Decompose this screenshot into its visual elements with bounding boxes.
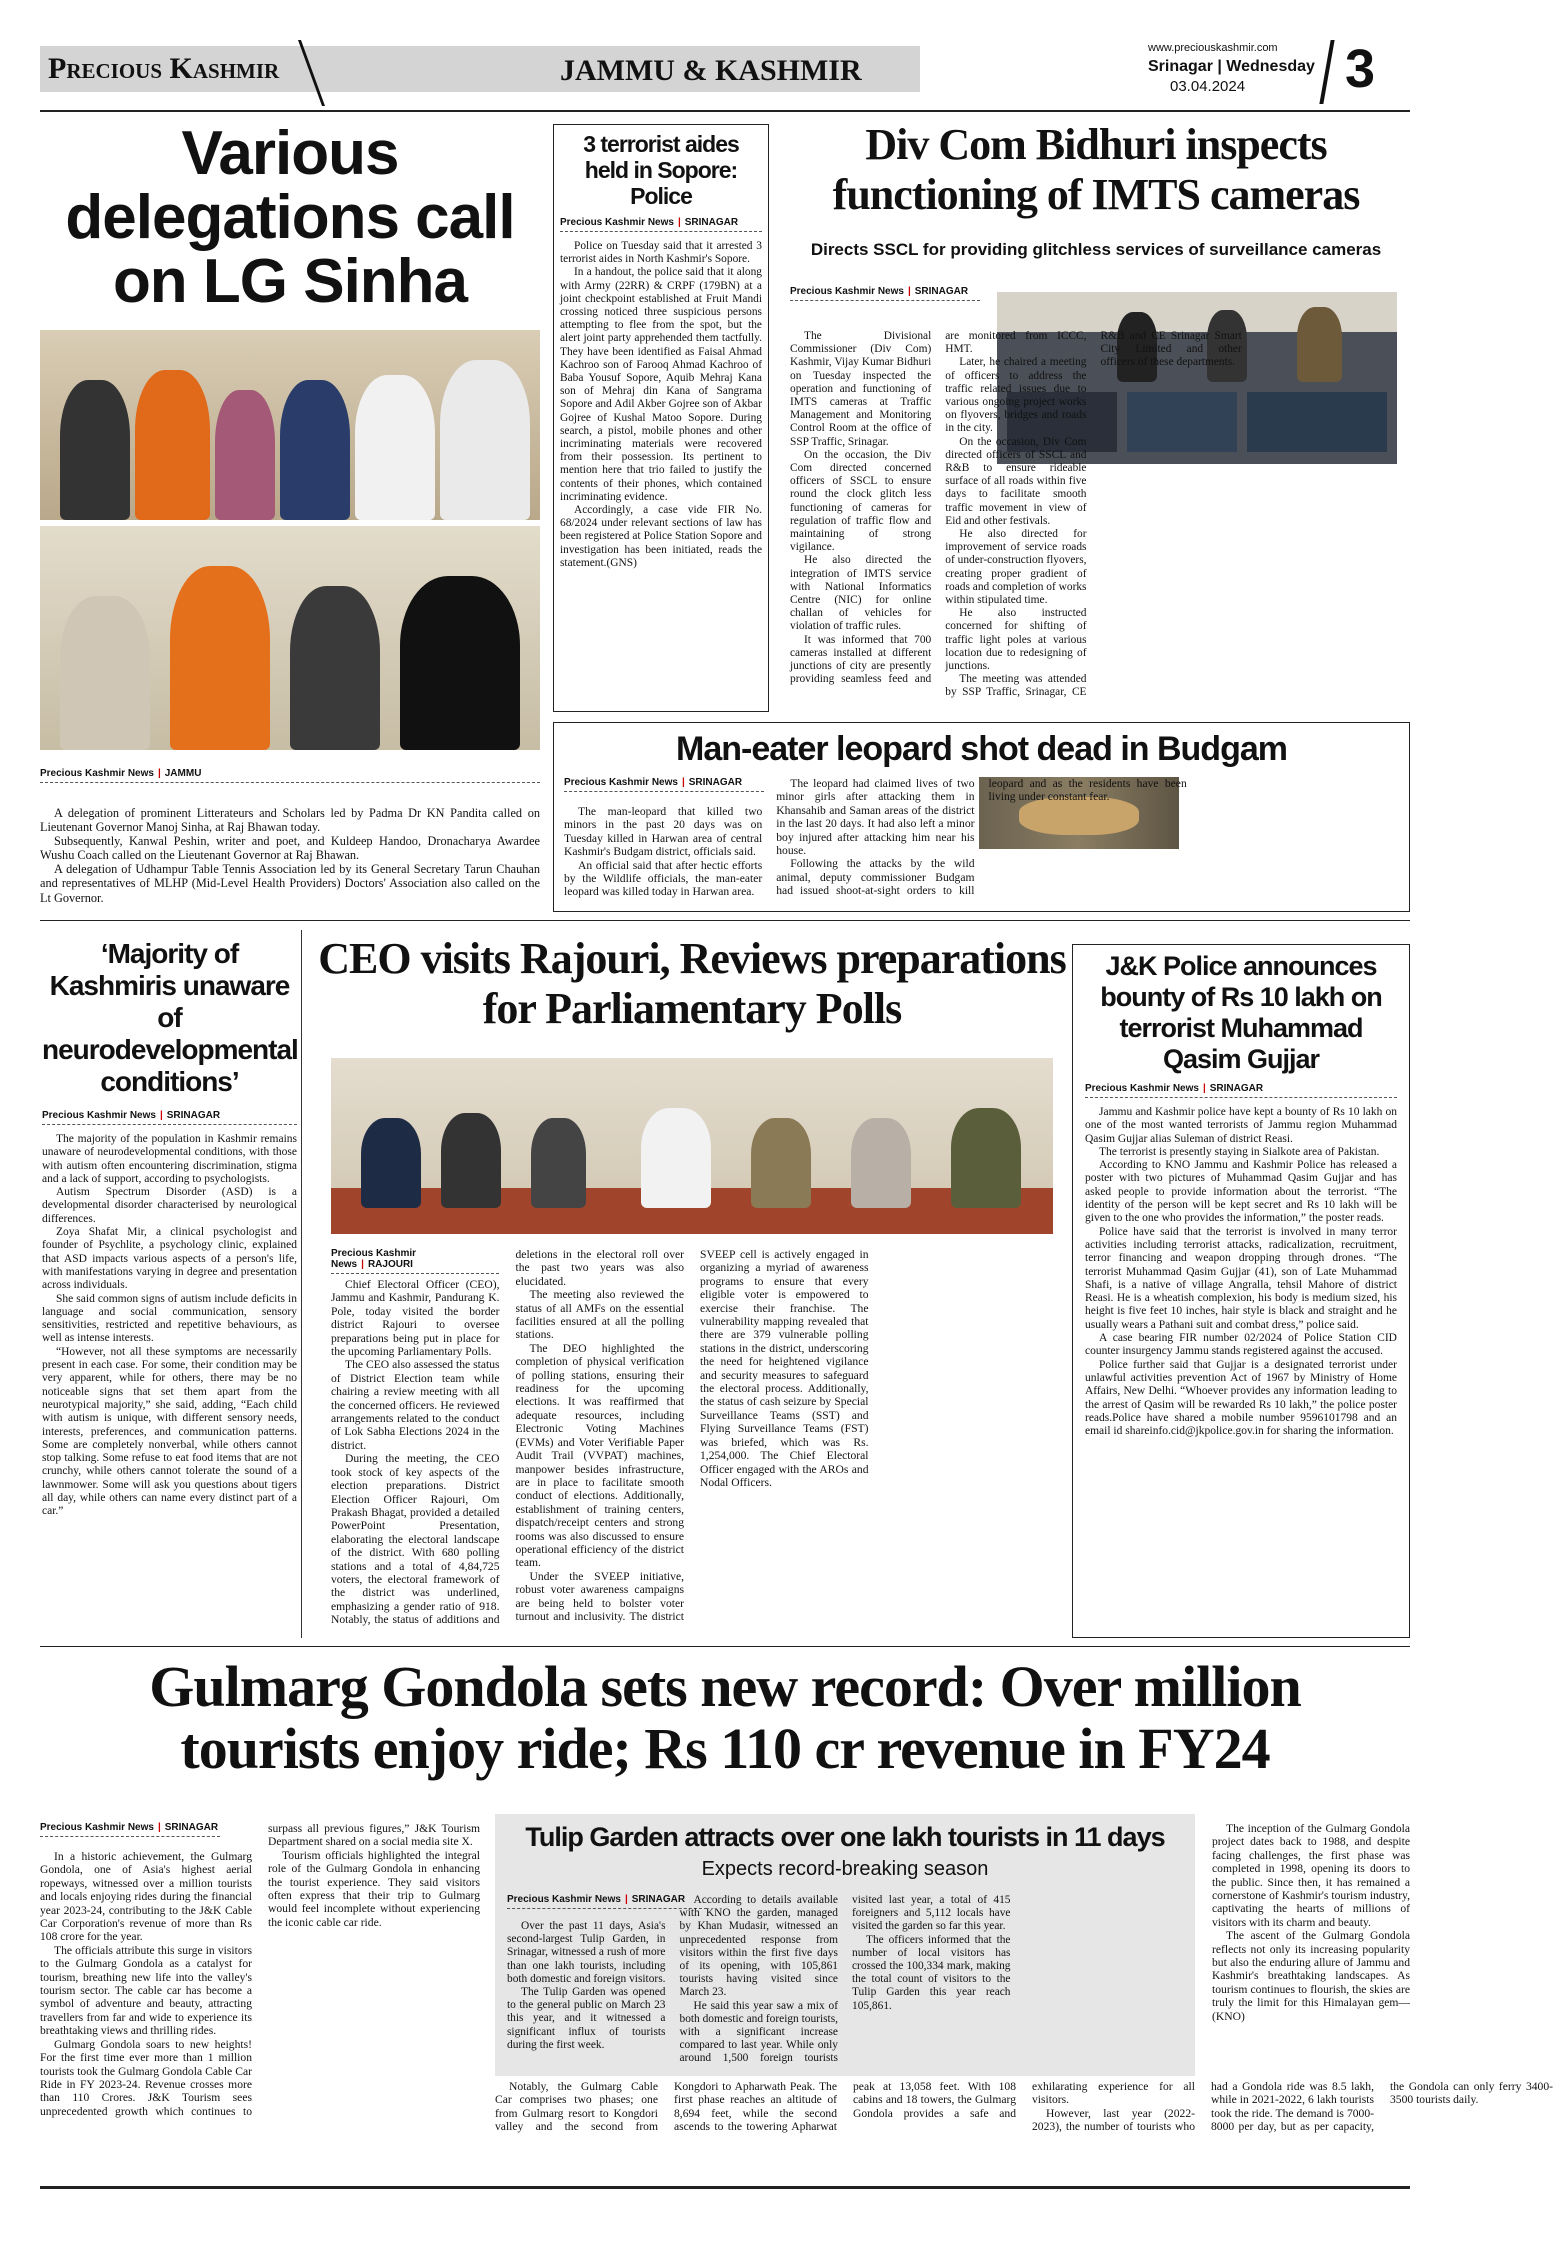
autism-paragraph: She said common signs of autism include deficits in language and social communication, sensory sensitivities, restricted and repetitive behaviours, as well as intense interests. <box>42 1292 297 1345</box>
tulip-paragraph: The Tulip Garden was opened to the general public on March 23 this year, and it witnessed a significant influx of tourists during the first week. <box>507 1986 666 2051</box>
gulmarg-paragraph: Gulmarg Gondola soars to new heights! For the first time ever more than 1 million tourists took the Gulmarg Gondola Cable Car Ride in FY 2023-24. Revenue crosses more than 110 Crores. J&K Tourism sees unprecedented growth which continues to surpass all previous figures,” J&K Tourism Department shared on a social media site X. <box>40 1822 480 2118</box>
sopore-paragraph: In a handout, the police said that it along with Army (22RR) & CRPF (179BN) at a joint checkpoint established at Fruit Mandi crossing noticed three suspicious persons attempting to flee from the spot, but the alert joint party apprehended them tactfully. They have been identified as Faisal Ahmad Kachroo son of Farooq Ahmad Kachroo of Baba Yousuf Sopore, Aquib Mehraj Kana son of Mehraj din Kana of Sangrama Sopore and Adil Akber Gojree son of Akbar Gojree of Kushal Matoo Sopore. During search, a pistol, mobile phones and other incriminating materials were recovered from their possession. Its pertinent to mention here that trio failed to justify the contents of their phones, which contained incriminating evidence. <box>560 266 762 503</box>
divcom-headline: Div Com Bidhuri inspects functioning of IMTS cameras <box>832 120 1360 219</box>
masthead-dateline: Srinagar | Wednesday <box>1148 58 1315 75</box>
divcom-subhead: Directs SSCL for providing glitchless services of surveillance cameras <box>810 240 1382 259</box>
ceo-photo-person <box>361 1118 421 1208</box>
divcom-byline-source: Precious Kashmir News <box>790 286 904 297</box>
mid-rule <box>40 920 1410 921</box>
gulmarg-paragraph: However, last year (2022-2023), the number of tourists who had a Gondola ride was 8.5 lakh, while in 2021-2022, 6 lakh tourists took the ride. The demand is 7000-8000 per day, but as per capacity, the Gondola can only ferry 3400-3500 tourists daily. <box>1032 2080 1553 2134</box>
autism-paragraph: Autism Spectrum Disorder (ASD) is a developmental disorder characterised by neurological differences. <box>42 1186 297 1225</box>
ceo-photo-person <box>851 1118 911 1208</box>
autism-paragraph: Zoya Shafat Mir, a clinical psychologist and founder of Psychlite, a psychology clinic, explained that ASD impacts various aspects of a person's life, with manifestations varying in degree and presentation across individuals. <box>42 1226 297 1292</box>
lg-headline: Various delegations call on LG Sinha <box>65 119 515 316</box>
autism-story: ‘Majority of Kashmiris unaware of neurodevelopmental conditions’ Precious Kashmir News | SRINAGAR The majority of the population in Kashmir remains unaware of neurodevelopmental conditions, with those with autism often encountering discrimination, stigma and a lack of support, according to psychologists. Autism Spectrum Disorder (ASD) is a developmental disorder characterised by neurological differences. Zoya Shafat Mir, a clinical psychologist and founder of Psychlite, a psychology clinic, explained that ASD impacts various aspects of a person's life, with manifestations varying in degree and presentation across individuals. She said common signs of autism include deficits in language and social communication, sensory sensitivities, restricted and repetitive behaviours, as well as intense interests. “However, not all these symptoms are necessarily present in each case. For some, their condition may be very apparent, while for others, there may be no noticeable signs that set them apart from the neurotypical majority,” she said, adding, “Each child with autism is unique, with different sensory needs, interests, preferences, and communication patterns. Some are completely nonverbal, while others cannot stop talking. Some refuse to eat food items that are not crunchy, while others cannot tolerate the sound of a lawnmower. Some will ask you questions about tigers all day, while others can name every distinct part of a car.” <box>38 930 302 1638</box>
gulmarg-body-bottom <box>495 2080 1553 2142</box>
lg-byline: Precious Kashmir News | JAMMU <box>40 768 540 791</box>
tulip-headline: Tulip Garden attracts over one lakh tourists in 11 days <box>525 1822 1165 1852</box>
lg-photo-1-person <box>135 370 210 520</box>
divcom-body <box>790 330 1397 708</box>
gulmarg-paragraph: Notably, the Gulmarg Cable Car comprises two phases; one from Gulmarg resort to Kongdori valley and the second from Kongdori to Apharwath Peak. The first phase reaches an altitude of 8,694 feet, while the second ascends to the towering Apharwat peak at 13,058 feet. With 108 cabins and 18 towers, the Gulmarg Gondola provides a safe and exhilarating experience for all visitors. <box>495 2080 1195 2134</box>
sopore-story: 3 terrorist aides held in Sopore: Police Precious Kashmir News | SRINAGAR Police on Tuesday said that it arrested 3 terrorist aides in North Kashmir's Sopore. In a handout, the police said that it along with Army (22RR) & CRPF (179BN) at a joint checkpoint established at Fruit Mandi crossing noticed three suspicious persons attempting to flee from the spot, but the alert joint party apprehended them tactfully. They have been identified as Faisal Ahmad Kachroo son of Farooq Ahmad Kachroo of Baba Yousuf Sopore, Aquib Mehraj Kana son of Mehraj din Kana of Sangrama Sopore and Adil Akber Gojree son of Akbar Gojree of Kushal Matoo Sopore. During search, a pistol, mobile phones and other incriminating materials were recovered from their possession. Its pertinent to mention here that trio failed to justify the contents of their phones, which contained incriminating evidence. Accordingly, a case vide FIR No. 68/2024 under relevant sections of law has been registered at Police Station Sopore and investigation has been initiated, reads the statement.(GNS) <box>553 124 769 712</box>
lg-photo-1 <box>40 330 540 520</box>
ceo-paragraph: Chief Electoral Officer (CEO), Jammu and Kashmir, Pandurang K. Pole, today visited the border district Rajouri to oversee preparations being put in place for the upcoming Parliamentary Polls. <box>331 1278 500 1359</box>
sopore-paragraph: Police on Tuesday said that it arrested 3 terrorist aides in North Kashmir's Sopore. <box>560 240 762 266</box>
divcom-paragraph: On the occasion, Div Com directed officers of SSCL and R&B to ensure rideable surface of all roads within five days to facilitate smooth traffic movement in view of Eid and other festivals. <box>945 435 1087 527</box>
sopore-headline: 3 terrorist aides held in Sopore: Police <box>583 131 739 209</box>
tulip-paragraph: He said this year saw a mix of both domestic and foreign tourists, with a significant increase compared to last year. While only around 1,500 foreign tourists visited last year, a total of 415 foreigners and 5,112 locals have visited the garden so far this year. <box>679 1894 1011 2065</box>
gulmarg-byline: Precious Kashmir News | SRINAGAR <box>40 1822 220 1845</box>
tulip-subhead: Expects record-breaking season <box>701 1858 989 1880</box>
lg-paragraph: Subsequently, Kanwal Peshin, writer and poet, and Kuldeep Handoo, Dronacharya Awardee Wushu Coach called on the Lieutenant Governor at Raj Bhawan. <box>40 834 540 863</box>
autism-headline: ‘Majority of Kashmiris unaware of neurodevelopmental conditions’ <box>42 938 298 1097</box>
divcom-paragraph: The Divisional Commissioner (Div Com) Kashmir, Vijay Kumar Bidhuri on Tuesday inspected the operation and functioning of IMTS cameras at Traffic Management and Monitoring Control Room at the office of SSP Traffic, Srinagar. <box>790 330 932 448</box>
divcom-paragraph: He also directed the integration of IMTS service with National Informatics Centre (NIC) for online challan of vehicles for violation of traffic rules. <box>790 554 932 633</box>
ceo-byline-spacer <box>331 1248 500 1278</box>
leopard-byline-place: SRINAGAR <box>688 777 743 788</box>
gulmarg-paragraph: The inception of the Gulmarg Gondola project dates back to 1988, and despite facing challenges, the first phase was completed in 1998, opening its doors to the public. Since then, it has remained a cornerstone of Kashmir's tourism industry, captivating the hearts of millions of visitors with its charm and beauty. <box>1212 1822 1410 1929</box>
divcom-paragraph: On the occasion, the Div Com directed concerned officers of SSCL to ensure round the clock glitch less functioning of cameras for regulation of traffic flow and maintaining of strong vigilance. <box>790 448 932 554</box>
sopore-paragraph: Accordingly, a case vide FIR No. 68/2024 under relevant sections of law has been registered at Police Station Sopore and investigation has been initiated, reads the statement.(GNS) <box>560 504 762 569</box>
bounty-paragraph: According to KNO Jammu and Kashmir Police has released a poster with two pictures of Muhammad Qasim Gujjar and has asked people to provide information about the terrorist. “The identity of the person will be kept secret and Rs 10 lakh will be given to the one who provides the information,” the poster reads. <box>1085 1159 1397 1225</box>
lg-byline-source: Precious Kashmir News <box>40 768 154 779</box>
divcom-paragraph: It was informed that 700 cameras installed at different junctions of city are presently providing seamless feed and are monitored from ICCC, HMT. <box>790 330 1087 686</box>
autism-byline-source: Precious Kashmir News <box>42 1110 156 1121</box>
leopard-story <box>553 722 1410 912</box>
ceo-paragraph: The meeting also reviewed the status of all AMFs on the essential facilities ensured at all the polling stations. <box>515 1288 684 1342</box>
ceo-byline-place: RAJOURI <box>367 1259 413 1270</box>
leopard-paragraph: The leopard had claimed lives of two minor girls after attacking them in Khansahib and Saman areas of the district in the last 20 days. It had also left a minor boy injured after attacking him near his house. <box>776 777 975 858</box>
ceo-byline-source: Precious Kashmir News <box>331 1248 417 1270</box>
gulmarg-body-left <box>40 1822 480 2142</box>
bounty-byline-source: Precious Kashmir News <box>1085 1083 1199 1094</box>
lg-byline-place: JAMMU <box>164 768 202 779</box>
gulmarg-byline-place: SRINAGAR <box>164 1822 219 1833</box>
ceo-photo-person <box>641 1108 711 1208</box>
ceo-headline: CEO visits Rajouri, Reviews preparations for Parliamentary Polls <box>318 934 1066 1033</box>
footer-rule <box>40 2186 1410 2189</box>
divcom-story <box>782 118 1410 716</box>
divcom-byline-place: SRINAGAR <box>914 286 969 297</box>
tulip-paragraph: According to details available with KNO the garden, managed by Khan Mudasir, witnessed an unprecedented response from visitors within the first five days of its opening, with 105,861 tourists having visited since March 23. <box>679 1894 838 1999</box>
divcom-paragraph: The meeting was attended by SSP Traffic, Srinagar, CE R&B and CE Srinagar Smart City Limited and other officers of these departments. <box>945 330 1242 699</box>
gulmarg-byline-source: Precious Kashmir News <box>40 1822 154 1833</box>
tulip-body <box>507 1894 1183 2072</box>
page-number: 3 <box>1345 39 1376 99</box>
gulmarg-paragraph: Tourism officials highlighted the integral role of the Gulmarg Gondola in enhancing the tourist experience. They said visitors often express that their trip to Gulmarg would feel incomplete without experiencing the iconic cable car ride. <box>268 1848 480 1929</box>
autism-paragraph: The majority of the population in Kashmir remains unaware of neurodevelopmental conditions, with those with autism often encountering discrimination, stigma and a lack of support, according to psychologists. <box>42 1133 297 1185</box>
ceo-story <box>316 930 1068 1638</box>
leopard-body <box>564 777 1399 907</box>
leopard-headline: Man-eater leopard shot dead in Budgam <box>676 730 1287 768</box>
lg-body <box>40 806 540 905</box>
lg-photo-2-person <box>60 596 150 750</box>
ceo-photo <box>331 1058 1053 1234</box>
divcom-paragraph: He also instructed concerned for shifting of traffic light poles at various location due to redesigning of junctions. <box>945 607 1087 673</box>
tulip-story <box>495 1814 1195 2076</box>
bounty-paragraph: Police further said that Gujjar is a designated terrorist under unlawful activities prevention Act of 1967 by Ministry of Home Affairs, New Delhi. “Whoever provides any information leading to the arrest of Qasim will be rewarded Rs 10 lakh,” the police poster reads.Police have shared a mobile number 9596101798 and an email id shareinfo.cid@jkpolice.gov.in for sharing the information. <box>1085 1358 1397 1438</box>
ceo-byline: Precious Kashmir News | RAJOURI <box>331 1248 499 1282</box>
autism-paragraph: “However, not all these symptoms are necessarily present in each case. For some, their condition may be very apparent, while for others, there may be no noticeable signs that set them apart from the neurotypical majority,” she said, adding, “Each child with autism is unique, with different sensory needs, interests, preferences, and communication patterns. Some are completely nonverbal, while others cannot stop talking. Some refuse to eat food items that are not crunchy, while others cannot tolerate the sound of a lawnmower. Some will ask you questions about tigers all day, while others can name every distinct part of a car.” <box>42 1345 297 1518</box>
gulmarg-paragraph: The officials attribute this surge in visitors to the Gulmarg Gondola as a catalyst for tourism, breathing new life into the valley's tourism sector. The cable car has become a symbol of adventure and beauty, attracting travellers from far and wide to experience its breathtaking views and thrilling rides. <box>40 1943 252 2038</box>
masthead-date: 03.04.2024 <box>1170 78 1246 95</box>
bounty-byline-place: SRINAGAR <box>1209 1083 1264 1094</box>
leopard-byline: Precious Kashmir News | SRINAGAR <box>564 777 764 800</box>
ceo-photo-person <box>751 1118 811 1208</box>
leopard-paragraph: Following the attacks by the wild animal, deputy commissioner Budgam had issued shoot-at-sight orders to kill leopard and as the residents have been living under constant fear. <box>776 777 1187 898</box>
tulip-byline-place: SRINAGAR <box>631 1894 686 1905</box>
leopard-paragraph: The man-leopard that killed two minors in the past 20 days was on Tuesday killed in Harwan area of central Kashmir's Budgam district, officials said. <box>564 805 763 859</box>
ceo-photo-person <box>951 1108 1021 1208</box>
bounty-paragraph: A case bearing FIR number 02/2024 of Police Station CID counter insurgency Jammu stands registered against the accused. <box>1085 1332 1397 1358</box>
gulmarg-body-right <box>1212 1822 1410 2142</box>
tulip-byline-source: Precious Kashmir News <box>507 1894 621 1905</box>
sopore-byline-place: SRINAGAR <box>684 217 739 228</box>
ceo-photo-person <box>531 1118 586 1208</box>
gulmarg-byline-spacer <box>40 1822 252 1850</box>
gulmarg-paragraph: In a historic achievement, the Gulmarg Gondola, one of Asia's highest aerial ropeways, witnessed over a million tourists and locals enjoying rides during the financial year 2023-24, contributing to the J&K Cable Car Corporation's revenue of more than Rs 108 crore for the year. <box>40 1850 252 1944</box>
ceo-paragraph: The DEO highlighted the completion of physical verification of polling stations, ensuring their readiness for the upcoming elections. It was reaffirmed that adequate resources, including Electronic Voting Machines (EVMs) and Voter Verifiable Paper Audit Trail (VVPAT) machines, manpower besides infrastructure, are in place to facilitate smooth conduct of elections. Additionally, establishment of training centers, dispatch/receipt centers and strong rooms was also discussed to ensure operational efficiency of the district team. <box>515 1341 684 1570</box>
autism-body <box>42 1133 297 1519</box>
lg-paragraph: A delegation of prominent Litterateurs and Scholars led by Padma Dr KN Pandita called on Lieutenant Governor Manoj Sinha, at Raj Bhawan today. <box>40 806 540 835</box>
lg-paragraph: A delegation of Udhampur Table Tennis Association led by its General Secretary Tarun Chauhan and representatives of MLHP (Mid-Level Health Providers) Doctors' Association also called on the Lt Governor. <box>40 862 540 905</box>
sopore-byline-source: Precious Kashmir News <box>560 217 674 228</box>
gulmarg-headline: Gulmarg Gondola sets new record: Over million tourists enjoy ride; Rs 110 cr revenue in FY24 <box>149 1654 1301 1781</box>
sopore-body <box>560 240 762 570</box>
lg-photo-1-person <box>280 380 350 520</box>
lg-photo-2-person <box>400 576 520 750</box>
divcom-paragraph: He also directed for improvement of service roads of under-construction flyovers, creating proper gradient of roads and completion of works within stipulated time. <box>945 528 1087 607</box>
gulmarg-paragraph: The ascent of the Gulmarg Gondola reflects not only its increasing popularity but also the enduring allure of Jammu and Kashmir's breathtaking landscapes. As tourism continues to flourish, the skies are truly the limit for this Himalayan gem—(KNO) <box>1212 1929 1410 2023</box>
lower-rule <box>40 1646 1410 1647</box>
masthead-page-divider <box>1319 40 1334 104</box>
masthead-section: JAMMU & KASHMIR <box>560 54 862 87</box>
bounty-paragraph: The terrorist is presently staying in Sialkote area of Pakistan. <box>1099 1145 1380 1158</box>
lg-photo-1-person <box>440 360 530 520</box>
bounty-paragraph: Jammu and Kashmir police have kept a bounty of Rs 10 lakh on one of the most wanted terrorists of Jammu region Muhammad Qasim Gujjar alias Suleman of district Reasi. <box>1085 1106 1397 1145</box>
ceo-photo-person <box>441 1113 501 1208</box>
bounty-headline: J&K Police announces bounty of Rs 10 lakh on terrorist Muhammad Qasim Gujjar <box>1100 951 1382 1074</box>
bounty-story: J&K Police announces bounty of Rs 10 lakh on terrorist Muhammad Qasim Gujjar Precious Kashmir News | SRINAGAR Jammu and Kashmir police have kept a bounty of Rs 10 lakh on one of the most wanted terrorists of Jammu region Muhammad Qasim Gujjar alias Suleman of district Reasi. The terrorist is presently staying in Sialkote area of Pakistan. According to KNO Jammu and Kashmir Police has released a poster with two pictures of Muhammad Qasim Gujjar and has asked people to provide information about the terrorist. “The identity of the person will be kept secret and Rs 10 lakh will be given to the one who provides the information,” the poster reads. Police have said that the terrorist is involved in many terror activities including terrorist attacks, radicalization, recruitment, terror financing and weapon dropping through drones. “The terrorist Muhammad Qasim Gujjar (41), son of Late Muhammad Shafi, is a native of village Angralla, tehsil Mahore of district Reasi. He is a wheatish complexion, his body is medium sized, his height is five feet 10 inches, hair style is black and straight and he usually wears a Pathani suit and combat dress,” police said. A case bearing FIR number 02/2024 of Police Station CID counter insurgency Jammu stands registered against the accused. Police further said that Gujjar is a designated terrorist under unlawful activities prevention Act of 1967 by Ministry of Home Affairs, New Delhi. “Whoever provides any information leading to the arrest of Qasim will be rewarded Rs 10 lakh,” the police poster reads.Police have shared a mobile number 9596101798 and an email id shareinfo.cid@jkpolice.gov.in for sharing the information. <box>1072 944 1410 1638</box>
lg-photo-2 <box>40 526 540 750</box>
lg-story <box>40 118 540 908</box>
bounty-body <box>1085 1106 1397 1438</box>
masthead-brand: Precious Kashmir <box>48 52 280 85</box>
ceo-paragraph: During the meeting, the CEO took stock of key aspects of the election preparations. District Election Officer Rajouri, Om Prakash Bhagat, provided a detailed PowerPoint Presentation, elaborating the electoral landscape of the district. With 680 polling stations and a total of 4,84,725 voters, the electoral framework of the district was underlined, emphasizing a gender ratio of 918. Notably, the status of additions and deletions in the electoral roll over the past two years was also elucidated. <box>331 1248 684 1627</box>
autism-byline-place: SRINAGAR <box>166 1110 221 1121</box>
masthead-website: www.preciouskashmir.com <box>1148 42 1278 54</box>
leopard-byline-source: Precious Kashmir News <box>564 777 678 788</box>
leopard-byline-spacer <box>564 777 762 805</box>
lg-photo-1-person <box>215 390 275 520</box>
divcom-byline: Precious Kashmir News | SRINAGAR <box>790 286 980 309</box>
ceo-body <box>331 1248 1053 1633</box>
bounty-paragraph: Police have said that the terrorist is involved in many terror activities including terrorist attacks, radicalization, recruitment, terror financing and weapon dropping through drones. “The terrorist Muhammad Qasim Gujjar (41), son of Late Muhammad Shafi, is a native of village Angralla, tehsil Mahore of district Reasi. He is a wheatish complexion, his body is medium sized, his height is five feet 10 inches, hair style is black and straight and he usually wears a Pathani suit and combat dress,” police said. <box>1085 1225 1397 1331</box>
masthead <box>40 38 1410 108</box>
lg-photo-1-person <box>355 375 435 520</box>
lg-photo-2-person <box>170 566 270 750</box>
masthead-rule <box>40 110 1410 112</box>
ceo-paragraph: The CEO also assessed the status of District Election team while chairing a review meeting with all the concerned officers. He reviewed arrangements related to the conduct of Lok Sabha Elections 2024 in the district. <box>331 1358 500 1452</box>
leopard-paragraph: An official said that after hectic efforts by the Wildlife officials, the man-eater leopard was killed today in Harwan area. <box>564 858 763 899</box>
tulip-paragraph: The officers informed that the number of local visitors has crossed the 100,334 mark, making the total count of visitors to the Tulip Garden this year reach 105,861. <box>852 1933 1011 2012</box>
tulip-paragraph: Over the past 11 days, Asia's second-largest Tulip Garden, in Srinagar, witnessed a rush of more than one lakh tourists, including both domestic and foreign visitors. <box>507 1920 666 1985</box>
lg-photo-2-person <box>290 586 380 750</box>
tulip-byline: Precious Kashmir News | SRINAGAR <box>507 1894 707 1917</box>
ceo-paragraph: Under the SVEEP initiative, robust voter awareness campaigns are being held to bolster voter turnout and inclusivity. The district SVEEP cell is actively engaged in organizing a myriad of awareness programs to ensure that every eligible voter is empowered to exercise their franchise. The vulnerability mapping revealed that there are 379 vulnerable polling stations in the district, underscoring the need for heightened vigilance and security measures to safeguard the electoral process. Additionally, the status of cash seizure by Special Surveillance Teams (SST) and Flying Surveillance Teams (FST) was briefed, which was Rs. 1,254,000. The Chief Electoral Officer engaged with the AROs and Nodal Officers. <box>515 1248 869 1623</box>
lg-photo-1-person <box>60 380 130 520</box>
divcom-paragraph: Later, he chaired a meeting of officers to address the traffic related issues due to various ongoing project works on flyovers, bridges and roads in the city. <box>945 356 1087 435</box>
tulip-byline-spacer <box>507 1894 666 1920</box>
